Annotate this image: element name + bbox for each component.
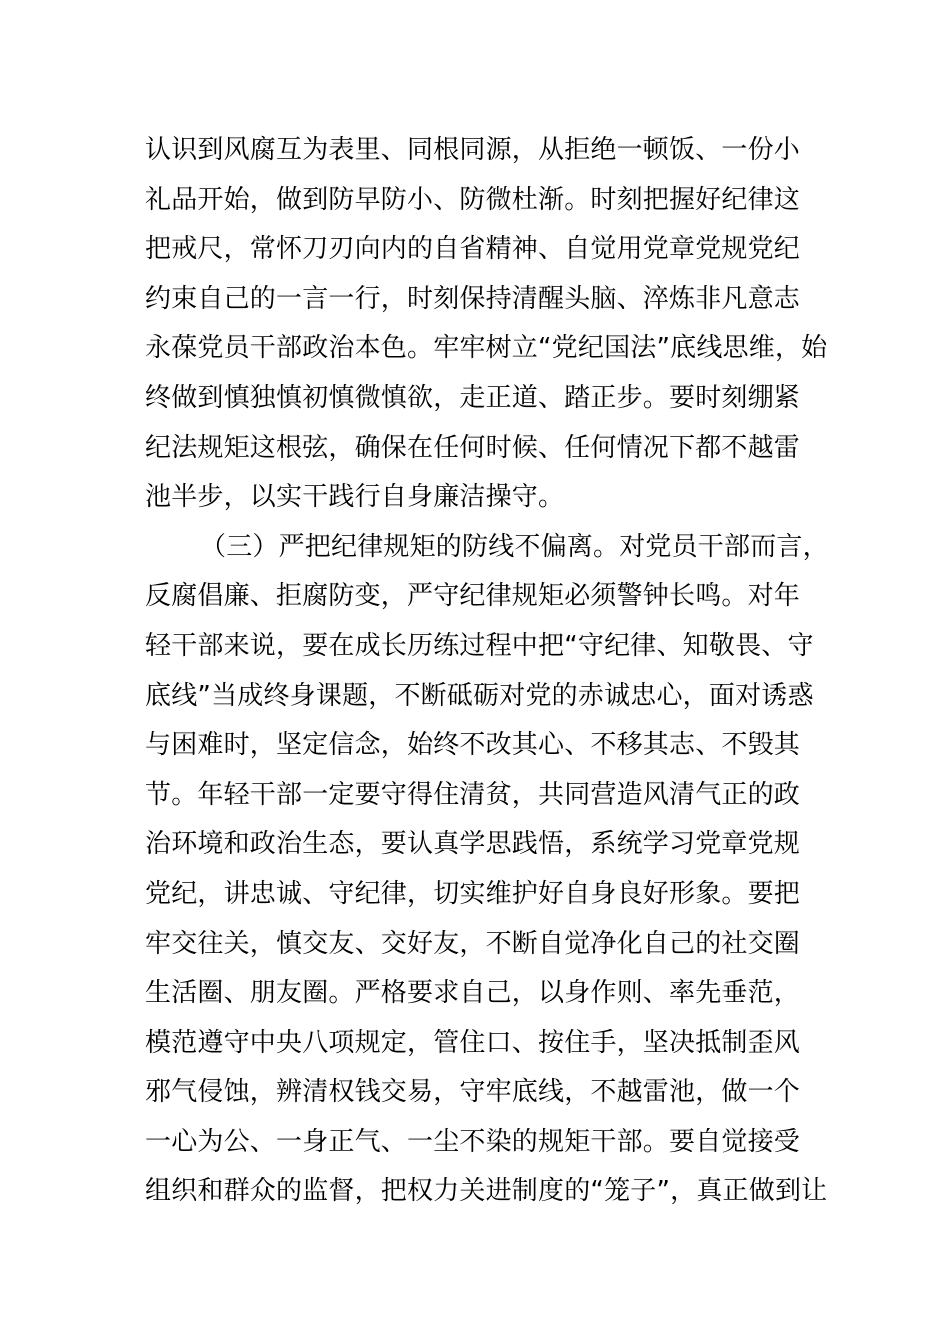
text-line: 轻干部来说，要在成长历练过程中把“守纪律、知敬畏、守 bbox=[145, 630, 814, 661]
text-line: 纪法规矩这根弦，确保在任何时候、任何情况下都不越雷 bbox=[145, 432, 801, 463]
text-line: 池半步，以实干践行自身廉洁操守。 bbox=[145, 482, 565, 513]
text-line: 组织和群众的监督，把权力关进制度的“笼子”，真正做到让 bbox=[145, 1176, 828, 1207]
text-line: 约束自己的一言一行，时刻保持清醒头脑、淬炼非凡意志 bbox=[145, 283, 801, 314]
text-line: 治环境和政治生态，要认真学思践悟，系统学习党章党规 bbox=[145, 829, 801, 860]
text-line: 邪气侵蚀，辨清权钱交易，守牢底线，不越雷池，做一个 bbox=[145, 1077, 801, 1108]
text-line: 终做到慎独慎初慎微慎欲，走正道、踏正步。要时刻绷紧 bbox=[145, 382, 801, 413]
text-line: 节。年轻干部一定要守得住清贫，共同营造风清气正的政 bbox=[145, 779, 801, 810]
text-line: 认识到风腐互为表里、同根同源，从拒绝一顿饭、一份小 bbox=[145, 135, 801, 165]
text-line: 一心为公、一身正气、一尘不染的规矩干部。要自觉接受 bbox=[145, 1126, 801, 1157]
text-line: 模范遵守中央八项规定，管住口、按住手，坚决抵制歪风 bbox=[145, 1027, 801, 1058]
document-body bbox=[145, 126, 845, 1217]
text-line: 反腐倡廉、拒腐防变，严守纪律规矩必须警钟长鸣。对年 bbox=[145, 581, 801, 612]
text-line: 与困难时，坚定信念，始终不改其心、不移其志、不毁其 bbox=[145, 730, 801, 761]
text-line: 礼品开始，做到防早防小、防微杜渐。时刻把握好纪律这 bbox=[145, 184, 801, 215]
text-line: 底线”当成终身课题，不断砥砺对党的赤诚忠心，面对诱惑 bbox=[145, 680, 814, 711]
text-line: 生活圈、朋友圈。严格要求自己，以身作则、率先垂范， bbox=[145, 978, 801, 1009]
text-line: 党纪，讲忠诚、守纪律，切实维护好自身良好形象。要把 bbox=[145, 878, 801, 909]
text-line: 把戒尺，常怀刀刃向内的自省精神、自觉用党章党规党纪 bbox=[145, 234, 801, 265]
text-line: 牢交往关，慎交友、交好友，不断自觉净化自己的社交圈 bbox=[145, 928, 801, 959]
section-heading-line: （三）严把纪律规矩的防线不偏离。对党员干部而言， bbox=[200, 531, 829, 562]
text-line: 永葆党员干部政治本色。牢牢树立“党纪国法”底线思维，始 bbox=[145, 333, 828, 364]
